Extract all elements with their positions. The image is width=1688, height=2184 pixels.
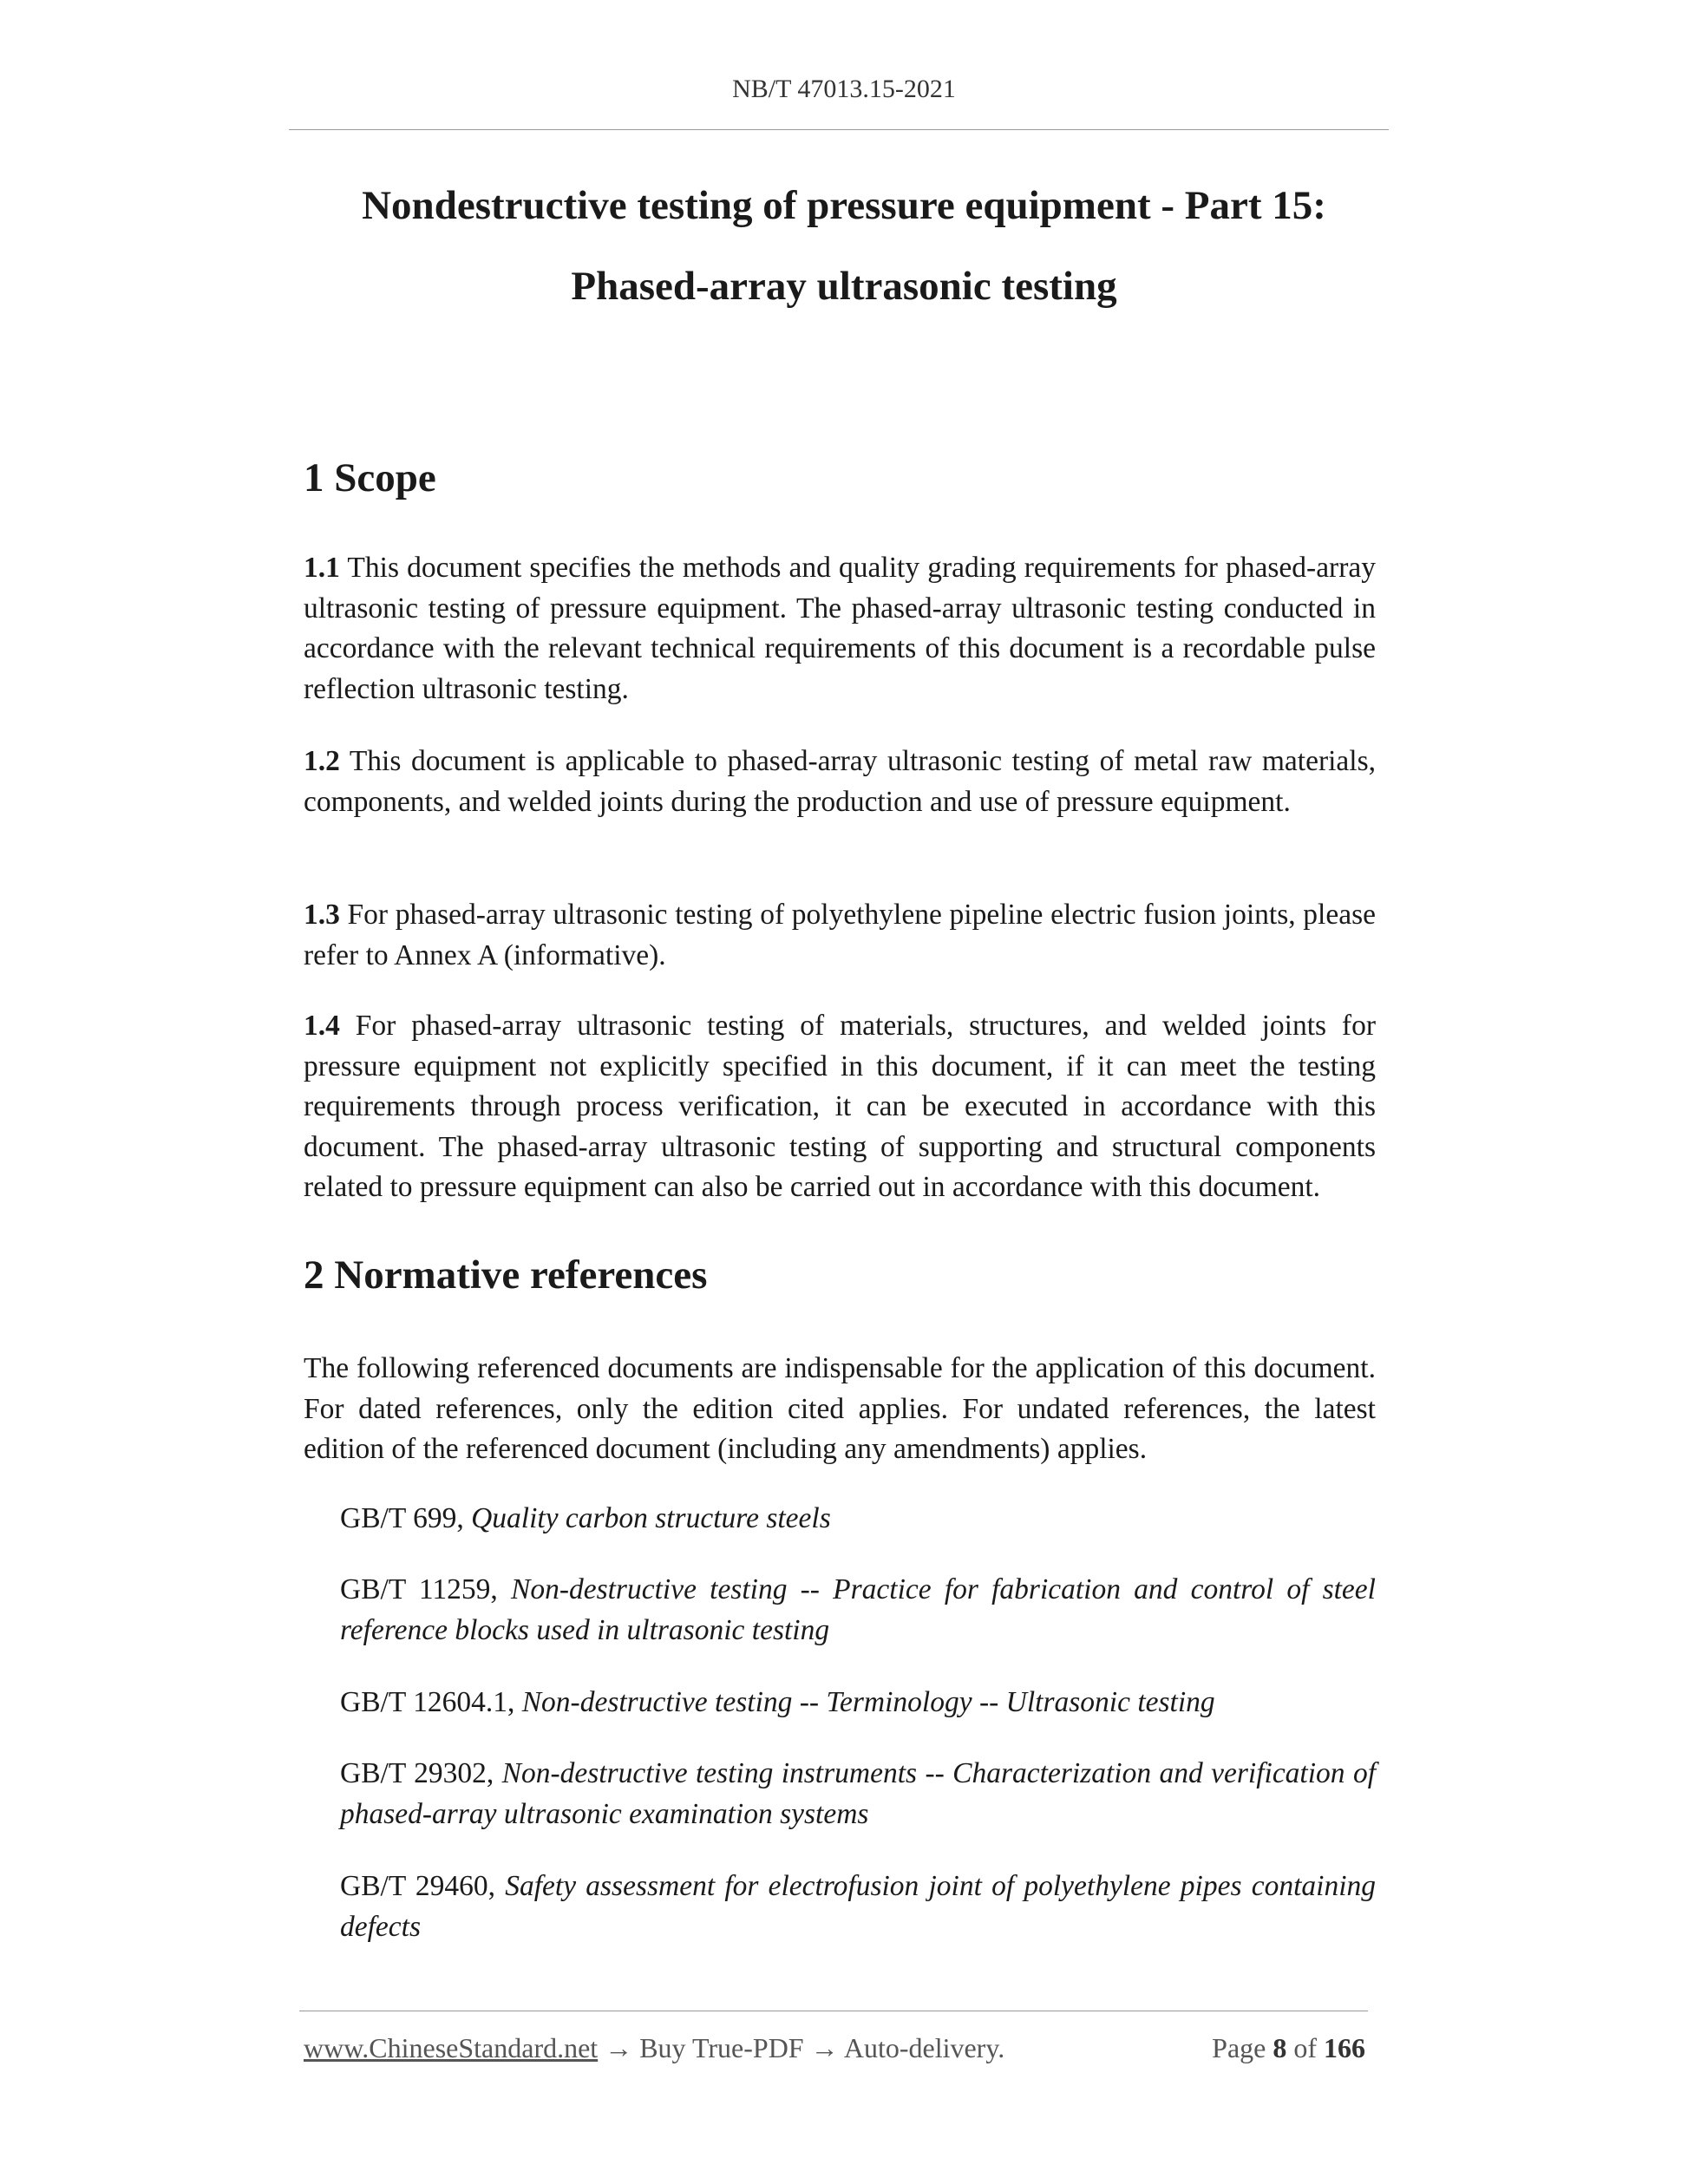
clause-text: This document is applicable to phased-array ultrasonic testing of metal raw materials, components, and welded joints during the production and use of pressure equipment. bbox=[304, 745, 1376, 818]
reference-title: Non-destructive testing -- Terminology -- Ultrasonic testing bbox=[521, 1686, 1215, 1718]
section-heading-scope: 1 Scope bbox=[304, 455, 436, 500]
website-link[interactable]: www.ChineseStandard.net bbox=[304, 2032, 599, 2063]
clause-1-4 bbox=[304, 1006, 1376, 1208]
document-title-line-2: Phased-array ultrasonic testing bbox=[571, 264, 1117, 309]
clause-text: For phased-array ultrasonic testing of polyethylene pipeline electric fusion joints, please refer to Annex A (informative). bbox=[304, 899, 1376, 971]
clause-1-2 bbox=[304, 742, 1376, 822]
page-indicator bbox=[1212, 2032, 1365, 2064]
clause-number: 1.4 bbox=[304, 1010, 340, 1042]
reference-item bbox=[340, 1683, 1376, 1723]
reference-item bbox=[340, 1754, 1376, 1834]
clause-number: 1.3 bbox=[304, 899, 340, 931]
reference-title: Non-destructive testing -- Practice for fabrication and control of steel reference blocks used in ultrasonic testing bbox=[340, 1573, 1376, 1646]
reference-title: Safety assessment for electrofusion joint of polyethylene pipes containing defects bbox=[340, 1870, 1377, 1943]
arrow-right-icon: → bbox=[605, 2032, 633, 2063]
clause-number: 1.1 bbox=[304, 552, 340, 584]
reference-code: GB/T 29302, bbox=[340, 1757, 502, 1789]
buy-pdf-text: Buy True-PDF bbox=[639, 2032, 804, 2063]
of-label: of bbox=[1293, 2032, 1317, 2063]
reference-code: GB/T 12604.1, bbox=[340, 1686, 522, 1718]
reference-code: GB/T 11259, bbox=[340, 1573, 511, 1605]
clause-1-1 bbox=[304, 548, 1376, 709]
section-heading-normative-references: 2 Normative references bbox=[304, 1252, 708, 1298]
references-intro: The following referenced documents are indispensable for the application of this document. For dated references, only the edition cited applies. For undated references, the latest edition of the referenced document (including any amendments) applies. bbox=[304, 1352, 1376, 1465]
reference-title: Non-destructive testing instruments -- Characterization and verification of phased-array ultrasonic examination systems bbox=[340, 1757, 1376, 1830]
reference-title: Quality carbon structure steels bbox=[471, 1502, 831, 1534]
clause-text: For phased-array ultrasonic testing of materials, structures, and welded joints for pressure equipment not explicitly specified in this document, if it can meet the testing requirements through process verification, it can be executed in accordance with this document. The phased-array ultrasonic testing of supporting and structural components related to pressure equipment can also be carried out in accordance with this document. bbox=[304, 1010, 1376, 1203]
reference-code: GB/T 29460, bbox=[340, 1870, 506, 1902]
running-header: NB/T 47013.15-2021 bbox=[732, 75, 956, 103]
reference-code: GB/T 699, bbox=[340, 1502, 472, 1534]
auto-delivery-text: Auto-delivery. bbox=[843, 2032, 1005, 2063]
reference-item bbox=[340, 1867, 1376, 1947]
clause-text: This document specifies the methods and quality grading requirements for phased-array ultrasonic testing of pressure equipment. The phased-array ultrasonic testing conducted in accordance with the relevant technical requirements of this document is a recordable pulse reflection ultrasonic testing. bbox=[304, 552, 1376, 705]
page-label: Page bbox=[1212, 2032, 1266, 2063]
reference-item bbox=[340, 1499, 1376, 1540]
reference-item bbox=[340, 1570, 1376, 1651]
header-divider bbox=[289, 129, 1389, 130]
document-title-line-1: Nondestructive testing of pressure equipment - Part 15: bbox=[362, 183, 1326, 228]
current-page-number: 8 bbox=[1273, 2032, 1287, 2063]
clause-number: 1.2 bbox=[304, 745, 340, 777]
clause-1-3 bbox=[304, 895, 1376, 976]
total-pages: 166 bbox=[1324, 2032, 1365, 2063]
footer-promo bbox=[304, 2032, 1004, 2064]
arrow-right-icon: → bbox=[810, 2032, 839, 2063]
